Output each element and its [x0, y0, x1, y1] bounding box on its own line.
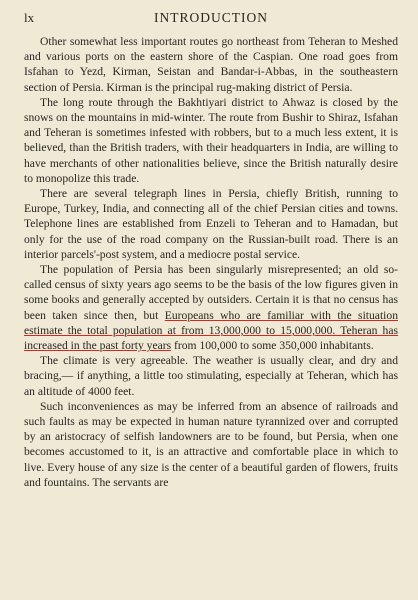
paragraph-bakhtiyari-route: The long route through the Bakhtiyari district to Ahwaz is closed by the snows on the mountains in mid-winter. The route from Bushir to Shiraz, Isfahan and Teheran is sometimes infested with robbers, but to a much less extent, it is believed, than the British traders, with their headquarters in India, are willing to have merchants of other nationalities believe, since the British naturally desire to monopolize this trade. — [24, 95, 398, 185]
running-head: INTRODUCTION — [154, 10, 268, 25]
paragraph-inconveniences: Such inconveniences as may be inferred from an absence of railroads and such faults as may be expected in human nature tyrannized over and corrupted by an aristocracy of selfish landowners are to be found, but Persia, when one becomes accustomed to it, is an attractive and comfortable place in which to live. Every house of any size is the center of a beautiful garden of flowers, fruits and fountains. The servants are — [24, 399, 398, 489]
population-text-before: The population of Persia has been singularly misrepresented; an old so-called census of sixty years ago seems to be the basis of the low figures given in some books and generally accepted by outsiders. Certain it is that no census has been taken since then, but — [24, 263, 398, 322]
paragraph-population — [24, 262, 398, 353]
highlighted-population-estimate: Europeans who are familiar with the situation estimate the total population at from 13,000,000 to 15,000,000. Teheran has increased in the past forty years — [24, 308, 398, 353]
paragraph-climate: The climate is very agreeable. The weather is usually clear, and dry and bracing,— if anything, a little too stimulating, especially at Teheran, which has an altitude of 4000 feet. — [24, 354, 398, 398]
paragraph-telegraph: There are several telegraph lines in Persia, chiefly British, running to Europe, Turkey, India, and connecting all of the chief Persian cities and towns. Telephone lines are established from Enzeli to Teheran and to Hamadan, but only for the use of the road company on the Russian-built road. There is an interior parcels'-post system, and a mediocre postal service. — [24, 187, 398, 261]
population-text-after: from 100,000 to some 350,000 inhabitants. — [171, 339, 374, 353]
body-text — [24, 34, 398, 490]
page-header — [24, 8, 398, 28]
page-number: lx — [24, 10, 35, 25]
paragraph-routes: Other somewhat less important routes go northeast from Teheran to Meshed and various ports on the eastern shore of the Caspian. One road goes from Isfahan to Yezd, Kirman, Seistan and Bandar-i-Abbas, in the southeastern section of Persia. Kirman is the principal rug-making district of Persia. — [24, 35, 398, 94]
